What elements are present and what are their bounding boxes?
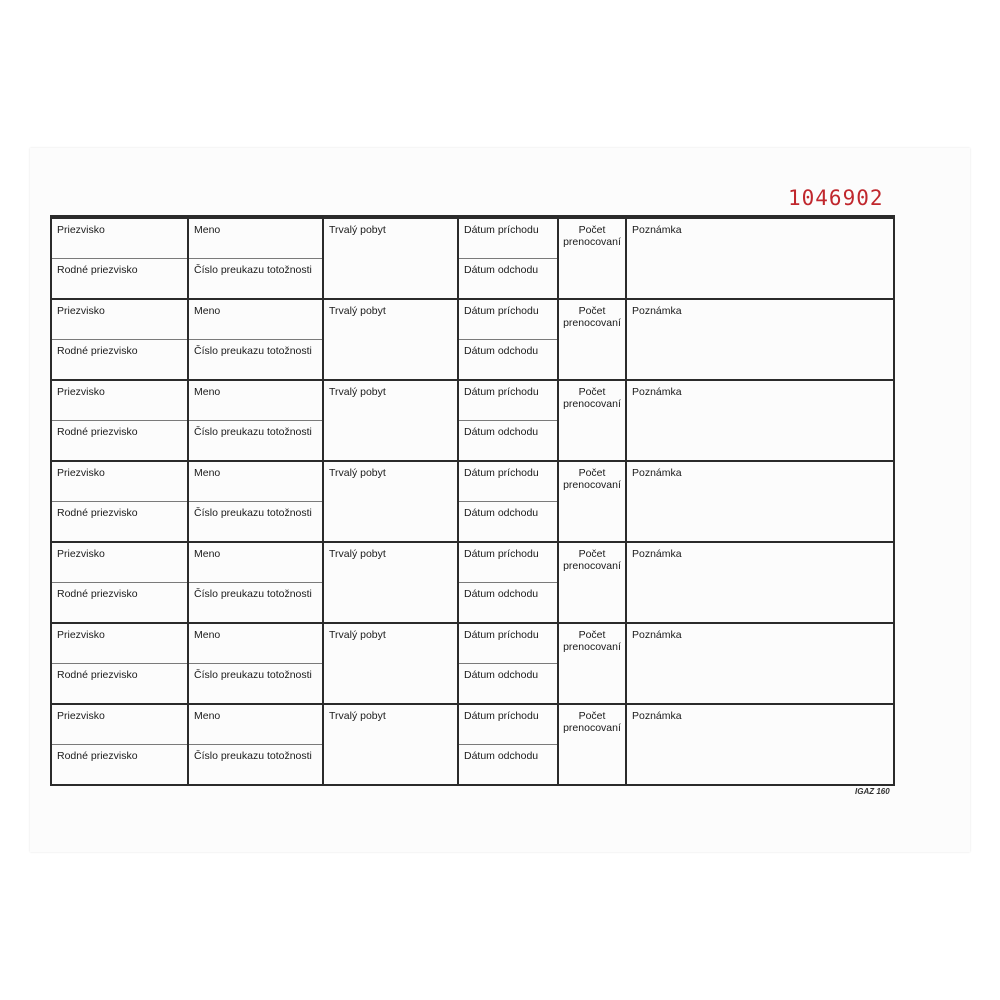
birth-surname-field[interactable] (52, 340, 187, 379)
id-number-label: Číslo preukazu totožnosti (194, 669, 312, 681)
surname-column (52, 462, 187, 541)
id-number-field[interactable] (189, 259, 322, 298)
departure-date-field[interactable] (459, 664, 557, 703)
name-label: Meno (194, 305, 221, 317)
id-number-label: Číslo preukazu totožnosti (194, 750, 312, 762)
departure-date-field[interactable] (459, 745, 557, 784)
nights-count-field[interactable] (557, 300, 625, 379)
birth-surname-label: Rodné priezvisko (57, 426, 138, 438)
surname-label: Priezvisko (57, 710, 105, 722)
id-number-field[interactable] (189, 583, 322, 622)
departure-date-label: Dátum odchodu (464, 588, 539, 600)
name-column (187, 624, 322, 703)
residence-field[interactable] (322, 300, 457, 379)
birth-surname-field[interactable] (52, 583, 187, 622)
nights-count-field[interactable] (557, 381, 625, 460)
note-field[interactable] (625, 543, 893, 622)
id-number-label: Číslo preukazu totožnosti (194, 264, 312, 276)
table-row (52, 541, 893, 622)
nights-label-line1: Počet (578, 629, 606, 641)
id-number-field[interactable] (189, 502, 322, 541)
birth-surname-label: Rodné priezvisko (57, 669, 138, 681)
nights-label-line2: prenocovaní (563, 317, 621, 329)
nights-count-field[interactable] (557, 624, 625, 703)
surname-column (52, 543, 187, 622)
table-row (52, 298, 893, 379)
birth-surname-field[interactable] (52, 664, 187, 703)
dates-column (457, 462, 557, 541)
surname-field[interactable] (52, 624, 187, 664)
note-field[interactable] (625, 705, 893, 784)
name-field[interactable] (189, 705, 322, 745)
birth-surname-label: Rodné priezvisko (57, 264, 138, 276)
nights-count-label (559, 710, 625, 734)
residence-label: Trvalý pobyt (329, 305, 386, 317)
nights-count-label (559, 467, 625, 491)
arrival-date-label: Dátum príchodu (464, 224, 539, 236)
birth-surname-label: Rodné priezvisko (57, 750, 138, 762)
residence-field[interactable] (322, 543, 457, 622)
residence-field[interactable] (322, 705, 457, 784)
name-label: Meno (194, 467, 221, 479)
nights-label-line2: prenocovaní (563, 722, 621, 734)
note-field[interactable] (625, 381, 893, 460)
arrival-date-field[interactable] (459, 300, 557, 340)
name-field[interactable] (189, 300, 322, 340)
nights-count-field[interactable] (557, 543, 625, 622)
nights-count-label (559, 224, 625, 248)
nights-label-line2: prenocovaní (563, 236, 621, 248)
arrival-date-field[interactable] (459, 462, 557, 502)
arrival-date-label: Dátum príchodu (464, 548, 539, 560)
dates-column (457, 543, 557, 622)
residence-label: Trvalý pobyt (329, 629, 386, 641)
departure-date-label: Dátum odchodu (464, 426, 539, 438)
nights-label-line1: Počet (578, 386, 606, 398)
residence-field[interactable] (322, 462, 457, 541)
surname-column (52, 381, 187, 460)
id-number-label: Číslo preukazu totožnosti (194, 426, 312, 438)
birth-surname-field[interactable] (52, 745, 187, 784)
note-field[interactable] (625, 462, 893, 541)
departure-date-field[interactable] (459, 583, 557, 622)
surname-field[interactable] (52, 300, 187, 340)
name-field[interactable] (189, 543, 322, 583)
nights-label-line1: Počet (578, 467, 606, 479)
nights-label-line2: prenocovaní (563, 560, 621, 572)
nights-label-line2: prenocovaní (563, 641, 621, 653)
dates-column (457, 624, 557, 703)
departure-date-label: Dátum odchodu (464, 264, 539, 276)
arrival-date-field[interactable] (459, 219, 557, 259)
departure-date-field[interactable] (459, 340, 557, 379)
surname-column (52, 219, 187, 298)
arrival-date-field[interactable] (459, 705, 557, 745)
nights-count-label (559, 305, 625, 329)
name-column (187, 543, 322, 622)
residence-field[interactable] (322, 381, 457, 460)
nights-count-label (559, 548, 625, 572)
name-column (187, 462, 322, 541)
id-number-label: Číslo preukazu totožnosti (194, 507, 312, 519)
surname-field[interactable] (52, 705, 187, 745)
note-field[interactable] (625, 300, 893, 379)
name-column (187, 219, 322, 298)
table-row (52, 460, 893, 541)
id-number-label: Číslo preukazu totožnosti (194, 588, 312, 600)
birth-surname-label: Rodné priezvisko (57, 588, 138, 600)
surname-column (52, 300, 187, 379)
nights-label-line2: prenocovaní (563, 398, 621, 410)
guest-register-table (50, 215, 895, 786)
serial-number: 1046902 (788, 186, 884, 210)
name-field[interactable] (189, 381, 322, 421)
table-row (52, 379, 893, 460)
residence-label: Trvalý pobyt (329, 710, 386, 722)
dates-column (457, 705, 557, 784)
birth-surname-field[interactable] (52, 502, 187, 541)
name-label: Meno (194, 548, 221, 560)
birth-surname-field[interactable] (52, 421, 187, 460)
birth-surname-label: Rodné priezvisko (57, 345, 138, 357)
name-label: Meno (194, 386, 221, 398)
table-row (52, 622, 893, 703)
name-column (187, 705, 322, 784)
nights-count-label (559, 629, 625, 653)
note-label: Poznámka (632, 305, 682, 317)
name-field[interactable] (189, 462, 322, 502)
surname-field[interactable] (52, 381, 187, 421)
note-field[interactable] (625, 219, 893, 298)
nights-label-line1: Počet (578, 710, 606, 722)
surname-label: Priezvisko (57, 629, 105, 641)
note-label: Poznámka (632, 629, 682, 641)
name-label: Meno (194, 629, 221, 641)
name-column (187, 300, 322, 379)
departure-date-label: Dátum odchodu (464, 750, 539, 762)
arrival-date-label: Dátum príchodu (464, 467, 539, 479)
departure-date-label: Dátum odchodu (464, 507, 539, 519)
departure-date-label: Dátum odchodu (464, 345, 539, 357)
departure-date-field[interactable] (459, 259, 557, 298)
note-label: Poznámka (632, 467, 682, 479)
dates-column (457, 381, 557, 460)
residence-label: Trvalý pobyt (329, 386, 386, 398)
nights-count-label (559, 386, 625, 410)
form-code: IGAZ 160 (855, 787, 890, 796)
surname-label: Priezvisko (57, 305, 105, 317)
residence-label: Trvalý pobyt (329, 224, 386, 236)
birth-surname-field[interactable] (52, 259, 187, 298)
departure-date-field[interactable] (459, 502, 557, 541)
dates-column (457, 219, 557, 298)
dates-column (457, 300, 557, 379)
arrival-date-label: Dátum príchodu (464, 305, 539, 317)
surname-field[interactable] (52, 543, 187, 583)
arrival-date-label: Dátum príchodu (464, 710, 539, 722)
surname-label: Priezvisko (57, 386, 105, 398)
nights-label-line1: Počet (578, 305, 606, 317)
nights-label-line2: prenocovaní (563, 479, 621, 491)
note-field[interactable] (625, 624, 893, 703)
residence-field[interactable] (322, 624, 457, 703)
id-number-label: Číslo preukazu totožnosti (194, 345, 312, 357)
nights-count-field[interactable] (557, 462, 625, 541)
table-row (52, 217, 893, 298)
surname-column (52, 624, 187, 703)
note-label: Poznámka (632, 224, 682, 236)
surname-label: Priezvisko (57, 548, 105, 560)
surname-label: Priezvisko (57, 224, 105, 236)
name-field[interactable] (189, 219, 322, 259)
surname-column (52, 705, 187, 784)
residence-label: Trvalý pobyt (329, 548, 386, 560)
surname-field[interactable] (52, 462, 187, 502)
name-column (187, 381, 322, 460)
arrival-date-field[interactable] (459, 381, 557, 421)
nights-count-field[interactable] (557, 219, 625, 298)
id-number-field[interactable] (189, 745, 322, 784)
table-row (52, 703, 893, 784)
note-label: Poznámka (632, 548, 682, 560)
id-number-field[interactable] (189, 340, 322, 379)
surname-label: Priezvisko (57, 467, 105, 479)
departure-date-field[interactable] (459, 421, 557, 460)
note-label: Poznámka (632, 710, 682, 722)
name-label: Meno (194, 224, 221, 236)
nights-label-line1: Počet (578, 224, 606, 236)
departure-date-label: Dátum odchodu (464, 669, 539, 681)
arrival-date-label: Dátum príchodu (464, 386, 539, 398)
id-number-field[interactable] (189, 421, 322, 460)
name-label: Meno (194, 710, 221, 722)
arrival-date-field[interactable] (459, 624, 557, 664)
arrival-date-label: Dátum príchodu (464, 629, 539, 641)
nights-label-line1: Počet (578, 548, 606, 560)
name-field[interactable] (189, 624, 322, 664)
residence-field[interactable] (322, 219, 457, 298)
surname-field[interactable] (52, 219, 187, 259)
arrival-date-field[interactable] (459, 543, 557, 583)
nights-count-field[interactable] (557, 705, 625, 784)
note-label: Poznámka (632, 386, 682, 398)
residence-label: Trvalý pobyt (329, 467, 386, 479)
id-number-field[interactable] (189, 664, 322, 703)
birth-surname-label: Rodné priezvisko (57, 507, 138, 519)
